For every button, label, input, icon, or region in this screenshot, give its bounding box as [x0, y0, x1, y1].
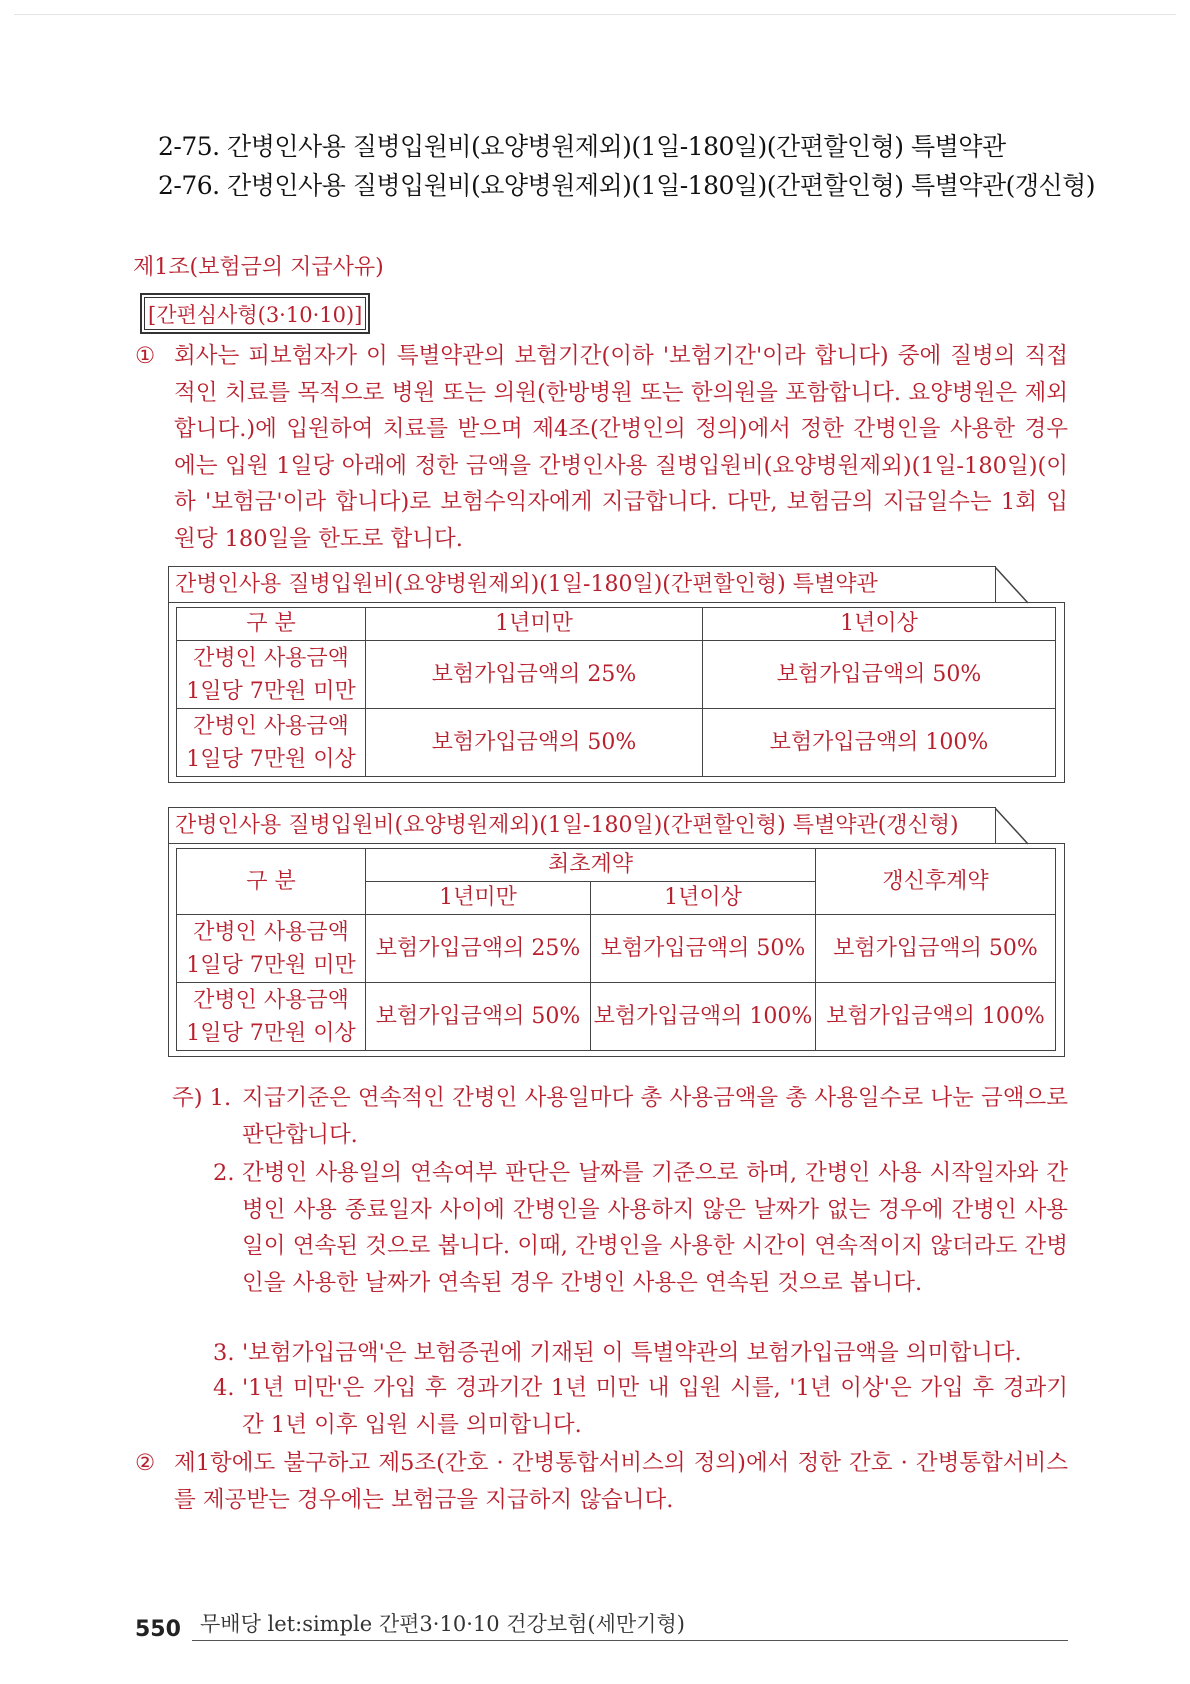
note-1 — [172, 1080, 1068, 1153]
table2-header-renewal: 갱신후계약 — [816, 849, 1056, 915]
benefit-table-1-title-text: 간병인사용 질병입원비(요양병원제외)(1일-180일)(간편할인형) 특별약관 — [175, 572, 878, 597]
benefit-table-2 — [168, 807, 1065, 1057]
simplified-review-label: [간편심사형(3·10·10)] — [140, 293, 370, 334]
benefit-table-1-grid — [176, 607, 1056, 777]
table2-row2-label-line2: 1일당 7만원 이상 — [186, 1020, 356, 1046]
table2-header-initial: 최초계약 — [366, 849, 816, 882]
benefit-table-2-grid — [176, 848, 1056, 1051]
table1-row2-label-line1: 간병인 사용금액 — [193, 713, 349, 739]
note-3-text: '보험가입금액'은 보험증권에 기재된 이 특별약관의 보험가입금액을 의미합니다. — [242, 1340, 1022, 1366]
note-4-label: 4. — [213, 1375, 235, 1401]
note-2-text: 간병인 사용일의 연속여부 판단은 날짜를 기준으로 하며, 간병인 사용 시작일자와 간병인 사용 종료일자 사이에 간병인을 사용하지 않은 날짜가 없는 경우에 간병인 사용일이 연속된 것으로 봅니다. 이때, 간병인을 사용한 시간이 연속적이지 않더라도 간병인을 사용한 날짜가 연속된 경우 간병인 사용은 연속된 것으로 봅니다. — [242, 1160, 1068, 1296]
note-2 — [213, 1155, 1068, 1301]
table1-header-category: 구 분 — [177, 608, 366, 641]
footer-rule — [192, 1640, 1068, 1641]
section-heading-2-75: 2-75. 간병인사용 질병입원비(요양병원제외)(1일-180일)(간편할인형) 특별약관 — [158, 132, 1006, 161]
table1-row2-label-line2: 1일당 7만원 이상 — [186, 746, 356, 772]
article-title: 제1조(보험금의 지급사유) — [133, 255, 384, 280]
table2-row2-label-line1: 간병인 사용금액 — [193, 987, 349, 1013]
table2-row1-label-line2: 1일당 7만원 미만 — [186, 952, 356, 978]
section-heading-2-76: 2-76. 간병인사용 질병입원비(요양병원제외)(1일-180일)(간편할인형) 특별약관(갱신형) — [158, 171, 1096, 200]
table2-cell: 보험가입금액의 100% — [816, 983, 1056, 1051]
table2-header-category: 구 분 — [177, 849, 366, 915]
table2-row1-label-line1: 간병인 사용금액 — [193, 919, 349, 945]
note-4 — [213, 1370, 1068, 1443]
benefit-table-2-title-text: 간병인사용 질병입원비(요양병원제외)(1일-180일)(간편할인형) 특별약관(갱신형) — [175, 813, 959, 838]
table2-row-label — [177, 915, 366, 983]
note-4-text: '1년 미만'은 가입 후 경과기간 1년 미만 내 입원 시를, '1년 이상'은 가입 후 경과기간 1년 이후 입원 시를 의미합니다. — [242, 1375, 1068, 1438]
table1-header-under-1y: 1년미만 — [366, 608, 703, 641]
table1-cell: 보험가입금액의 25% — [366, 641, 703, 709]
note-2-label: 2. — [213, 1160, 235, 1186]
benefit-table-2-frame — [168, 843, 1065, 1057]
note-3-label: 3. — [213, 1340, 235, 1366]
paragraph-1 — [135, 338, 1068, 557]
footer-title: 무배당 let:simple 간편3·10·10 건강보험(세만기형) — [200, 1612, 685, 1636]
table1-row1-label-line2: 1일당 7만원 미만 — [186, 678, 356, 704]
table2-cell: 보험가입금액의 50% — [816, 915, 1056, 983]
paragraph-1-text: 회사는 피보험자가 이 특별약관의 보험기간(이하 '보험기간'이라 합니다) 중에 질병의 직접적인 치료를 목적으로 병원 또는 의원(한방병원 또는 한의원을 포함합니다. 요양병원은 제외합니다.)에 입원하여 치료를 받으며 제4조(간병인의 정의)에서 정한 간병인을 사용한 경우에는 입원 1일당 아래에 정한 금액을 간병인사용 질병입원비(요양병원제외)(1일-180일)(이하 '보험금'이라 합니다)로 보험수익자에게 지급합니다. 다만, 보험금의 지급일수는 1회 입원당 180일을 한도로 합니다. — [174, 343, 1068, 552]
table1-cell: 보험가입금액의 50% — [366, 709, 703, 777]
table1-row-label — [177, 641, 366, 709]
paragraph-2-number: ② — [135, 1450, 156, 1476]
table1-row-label — [177, 709, 366, 777]
benefit-table-1-title — [168, 566, 996, 602]
tab-corner-decoration — [995, 807, 1029, 845]
table2-cell: 보험가입금액의 50% — [366, 983, 591, 1051]
table1-cell: 보험가입금액의 100% — [703, 709, 1056, 777]
paragraph-2-text: 제1항에도 불구하고 제5조(간호 · 간병통합서비스의 정의)에서 정한 간호 · 간병통합서비스를 제공받는 경우에는 보험금을 지급하지 않습니다. — [174, 1450, 1068, 1513]
table2-row-label — [177, 983, 366, 1051]
top-rule — [14, 14, 1176, 15]
table2-header-over-1y: 1년이상 — [591, 882, 816, 915]
note-1-text: 지급기준은 연속적인 간병인 사용일마다 총 사용금액을 총 사용일수로 나눈 금액으로 판단합니다. — [242, 1085, 1068, 1148]
page-number: 550 — [135, 1617, 181, 1642]
note-3 — [213, 1335, 1068, 1372]
table2-cell: 보험가입금액의 25% — [366, 915, 591, 983]
paragraph-2 — [135, 1445, 1068, 1518]
paragraph-1-number: ① — [135, 343, 156, 369]
table2-header-under-1y: 1년미만 — [366, 882, 591, 915]
tab-corner-decoration — [995, 566, 1029, 604]
table1-row1-label-line1: 간병인 사용금액 — [193, 645, 349, 671]
benefit-table-1-frame — [168, 602, 1065, 783]
table2-cell: 보험가입금액의 50% — [591, 915, 816, 983]
note-1-label: 주) 1. — [172, 1085, 232, 1111]
table2-cell: 보험가입금액의 100% — [591, 983, 816, 1051]
table1-header-over-1y: 1년이상 — [703, 608, 1056, 641]
benefit-table-1 — [168, 566, 1065, 783]
table1-cell: 보험가입금액의 50% — [703, 641, 1056, 709]
benefit-table-2-title — [168, 807, 996, 843]
